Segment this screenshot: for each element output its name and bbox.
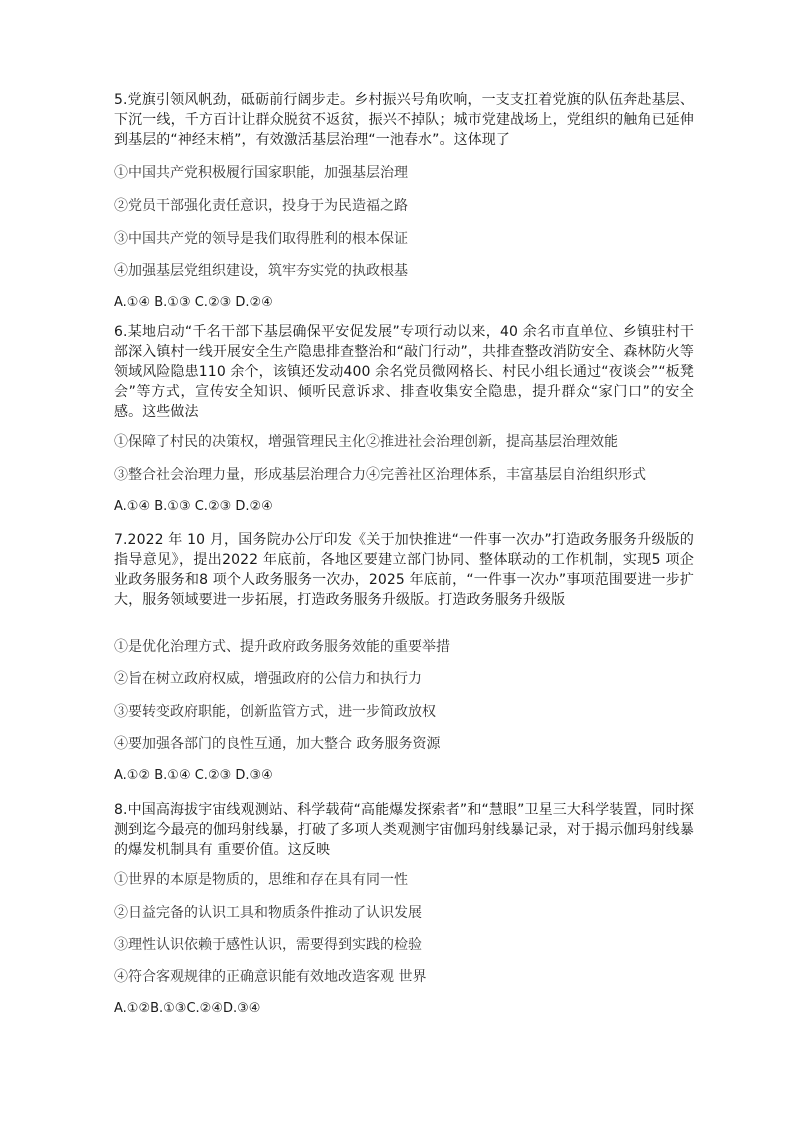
option-1: ①世界的本原是物质的，思维和存在具有同一性 (114, 872, 408, 888)
option-row-1: ①保障了村民的决策权，增强管理民主化②推进社会治理创新，提高基层治理效能 (114, 434, 618, 450)
question-stem: 6.某地启动“千名干部下基层确保平安促发展”专项行动以来，40 余名市直单位、乡镇驻村干部深入镇村一线开展安全生产隐患排查整治和“敲门行动”，共排查整改消防安全、森林防火等领域风险隐患110 余个，该镇还发动400 余名党员微网格长、村民小组长通过“夜谈会”“板凳会”等方式，宣传安全知识、倾听民意诉求、排查收集安全隐患，提升群众“家门口”的安全感。这些做法 (114, 324, 694, 420)
answer-choices: A.①④ B.①③ C.②③ D.②④ (114, 295, 273, 310)
option-3: ③中国共产党的领导是我们取得胜利的根本保证 (114, 231, 408, 247)
option-1: ①中国共产党积极履行国家职能，加强基层治理 (114, 165, 408, 181)
option-2: ②党员干部强化责任意识，投身于为民造福之路 (114, 198, 408, 214)
option-4: ④要加强各部门的良性互通，加大整合 政务服务资源 (114, 736, 441, 752)
option-1: ①是优化治理方式、提升政府政务服务效能的重要举措 (114, 639, 450, 655)
answer-choices: A.①④ B.①③ C.②③ D.②④ (114, 499, 273, 514)
question-stem: 7.2022 年 10 月，国务院办公厅印发《关于加快推进“一件事一次办”打造政务服务升级版的指导意见》，提出2022 年底前，各地区要建立部门协同、整体联动的工作机制，实现5 项企业政务服务和8 项个人政务服务一次办，2025 年底前，“一件事一次办”事项范围要进一步扩大，服务领域要进一步拓展，打造政务服务升级版。打造政务服务升级版 (114, 532, 694, 608)
question-5 (114, 90, 694, 310)
option-3: ③理性认识依赖于感性认识，需要得到实践的检验 (114, 937, 422, 953)
question-7 (114, 530, 694, 783)
question-8 (114, 800, 694, 1016)
question-stem: 5.党旗引领风帆劲，砥砺前行阔步走。乡村振兴号角吹响，一支支扛着党旗的队伍奔赴基层、下沉一线，千方百计让群众脱贫不返贫，振兴不掉队；城市党建战场上，党组织的触角已延伸到基层的“神经末梢”，有效激活基层治理“一池春水”。这体现了 (114, 92, 694, 148)
answer-choices: A.①②B.①③C.②④D.③④ (114, 1001, 261, 1016)
option-2: ②旨在树立政府权威，增强政府的公信力和执行力 (114, 671, 422, 687)
option-3: ③要转变政府职能，创新监管方式，进一步简政放权 (114, 704, 436, 720)
option-4: ④加强基层党组织建设，筑牢夯实党的执政根基 (114, 263, 408, 279)
option-row-2: ③整合社会治理力量，形成基层治理合力④完善社区治理体系，丰富基层自治组织形式 (114, 467, 646, 483)
option-4: ④符合客观规律的正确意识能有效地改造客观 世界 (114, 969, 427, 985)
option-2: ②日益完备的认识工具和物质条件推动了认识发展 (114, 905, 422, 921)
question-stem: 8.中国高海拔宇宙线观测站、科学载荷“高能爆发探索者”和“慧眼”卫星三大科学装置，同时探测到迄今最亮的伽玛射线暴，打破了多项人类观测宇宙伽玛射线暴记录，对于揭示伽玛射线暴的爆发机制具有 重要价值。这反映 (114, 802, 694, 858)
question-6 (114, 322, 694, 514)
answer-choices: A.①② B.①④ C.②③ D.③④ (114, 768, 273, 783)
